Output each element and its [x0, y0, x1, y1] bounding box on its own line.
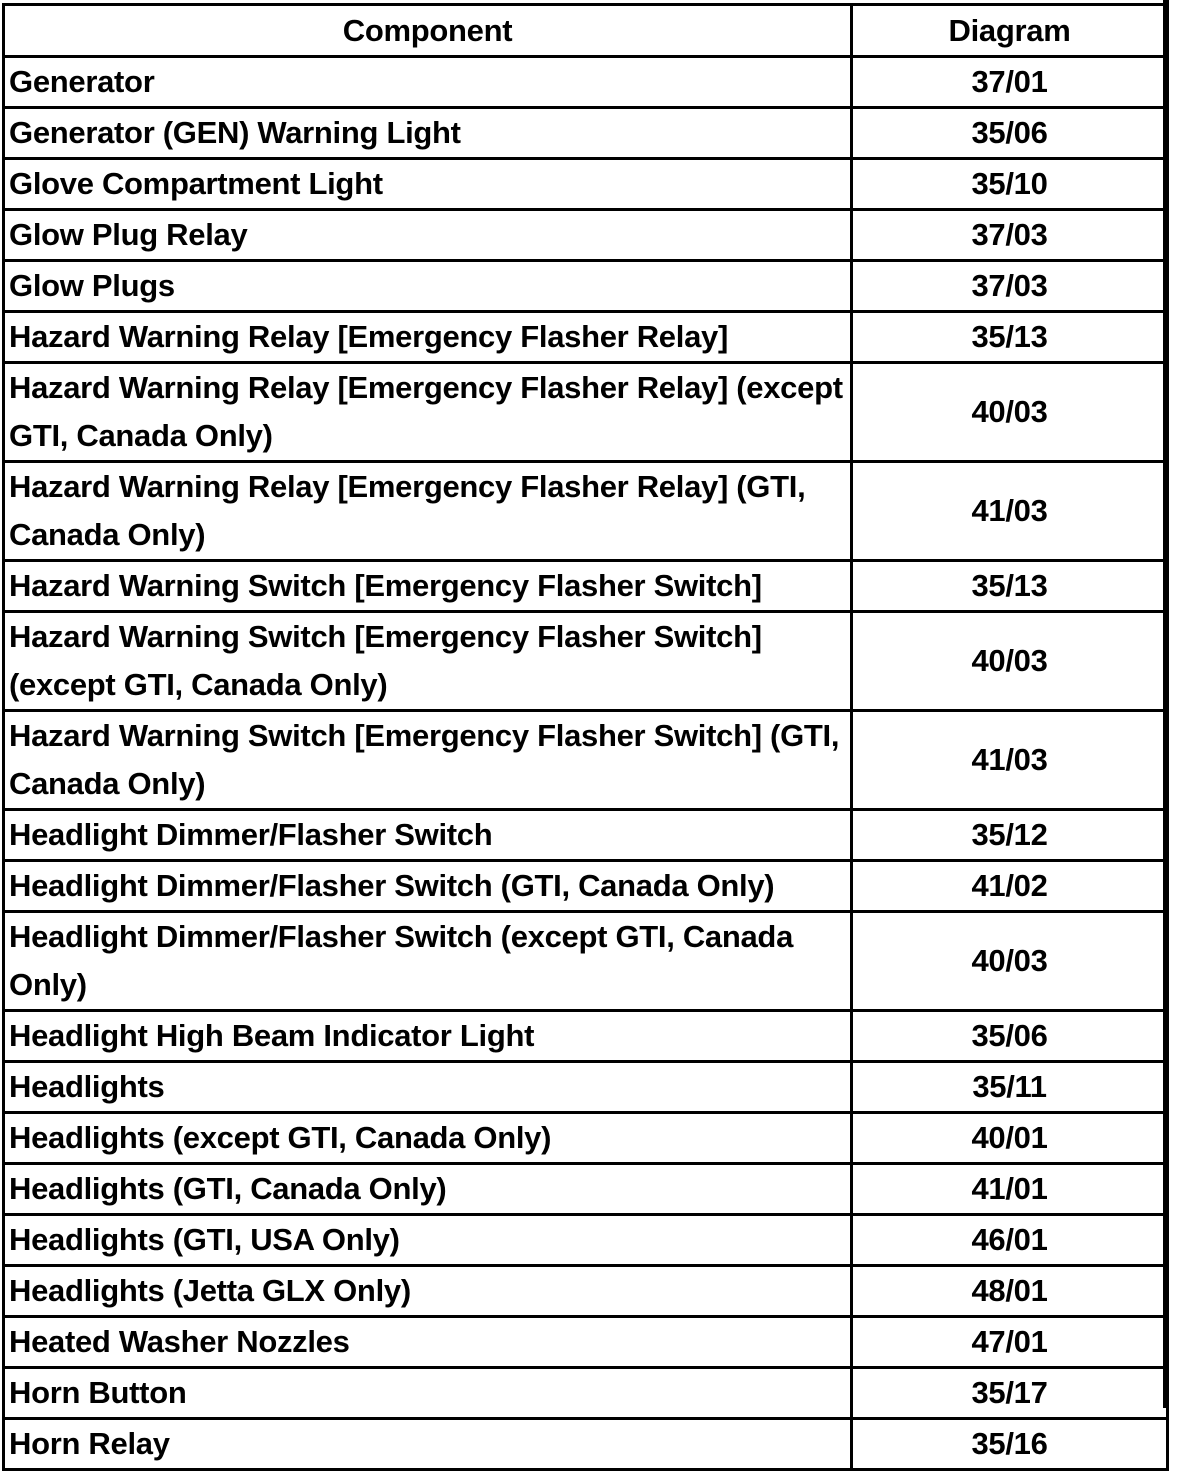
component-cell: Glow Plug Relay [4, 210, 852, 261]
diagram-cell: 35/11 [852, 1062, 1168, 1113]
table-row [4, 1215, 1168, 1266]
component-cell: Headlights (Jetta GLX Only) [4, 1266, 852, 1317]
table-row [4, 1164, 1168, 1215]
table-row [4, 210, 1168, 261]
component-diagram-table [2, 3, 1169, 1471]
component-cell: Headlights (GTI, USA Only) [4, 1215, 852, 1266]
diagram-cell: 35/13 [852, 312, 1168, 363]
component-cell: Headlight Dimmer/Flasher Switch (GTI, Canada Only) [4, 861, 852, 912]
component-cell: Hazard Warning Switch [Emergency Flasher Switch] [4, 561, 852, 612]
table-row [4, 363, 1168, 462]
component-cell: Hazard Warning Switch [Emergency Flasher Switch] (GTI, Canada Only) [4, 711, 852, 810]
table-body [4, 57, 1168, 1470]
table-row [4, 561, 1168, 612]
diagram-cell: 35/12 [852, 810, 1168, 861]
component-cell: Headlights [4, 1062, 852, 1113]
component-cell: Horn Relay [4, 1419, 852, 1470]
component-cell: Heated Washer Nozzles [4, 1317, 852, 1368]
diagram-cell: 37/03 [852, 210, 1168, 261]
component-cell: Hazard Warning Relay [Emergency Flasher Relay] (GTI, Canada Only) [4, 462, 852, 561]
component-cell: Hazard Warning Relay [Emergency Flasher Relay] [4, 312, 852, 363]
column-header-component: Component [4, 5, 852, 57]
table-row [4, 1419, 1168, 1470]
table-row [4, 57, 1168, 108]
diagram-cell: 35/16 [852, 1419, 1168, 1470]
diagram-cell: 41/01 [852, 1164, 1168, 1215]
component-cell: Glow Plugs [4, 261, 852, 312]
diagram-cell: 35/17 [852, 1368, 1168, 1419]
table-row [4, 1368, 1168, 1419]
diagram-cell: 35/10 [852, 159, 1168, 210]
table-row [4, 1062, 1168, 1113]
table-row [4, 1113, 1168, 1164]
component-cell: Headlight High Beam Indicator Light [4, 1011, 852, 1062]
diagram-cell: 40/03 [852, 612, 1168, 711]
component-cell: Generator [4, 57, 852, 108]
table-row [4, 1317, 1168, 1368]
column-header-diagram: Diagram [852, 5, 1168, 57]
page-edge-rule [1163, 0, 1169, 1408]
diagram-cell: 37/03 [852, 261, 1168, 312]
table-row [4, 612, 1168, 711]
diagram-cell: 41/03 [852, 462, 1168, 561]
table-row [4, 711, 1168, 810]
component-cell: Headlight Dimmer/Flasher Switch [4, 810, 852, 861]
component-cell: Headlight Dimmer/Flasher Switch (except GTI, Canada Only) [4, 912, 852, 1011]
component-cell: Generator (GEN) Warning Light [4, 108, 852, 159]
table-row [4, 1266, 1168, 1317]
diagram-cell: 40/03 [852, 912, 1168, 1011]
diagram-cell: 40/03 [852, 363, 1168, 462]
table-row [4, 462, 1168, 561]
diagram-cell: 48/01 [852, 1266, 1168, 1317]
table-row [4, 312, 1168, 363]
table-row [4, 159, 1168, 210]
header-row [4, 5, 1168, 57]
component-cell: Glove Compartment Light [4, 159, 852, 210]
diagram-cell: 35/06 [852, 108, 1168, 159]
table-row [4, 261, 1168, 312]
diagram-cell: 35/06 [852, 1011, 1168, 1062]
component-cell: Hazard Warning Relay [Emergency Flasher Relay] (except GTI, Canada Only) [4, 363, 852, 462]
diagram-cell: 47/01 [852, 1317, 1168, 1368]
table-row [4, 108, 1168, 159]
diagram-cell: 37/01 [852, 57, 1168, 108]
component-cell: Horn Button [4, 1368, 852, 1419]
component-cell: Hazard Warning Switch [Emergency Flasher Switch] (except GTI, Canada Only) [4, 612, 852, 711]
diagram-cell: 40/01 [852, 1113, 1168, 1164]
table-row [4, 912, 1168, 1011]
diagram-cell: 41/02 [852, 861, 1168, 912]
diagram-cell: 46/01 [852, 1215, 1168, 1266]
diagram-cell: 35/13 [852, 561, 1168, 612]
table-row [4, 810, 1168, 861]
table-row [4, 1011, 1168, 1062]
component-cell: Headlights (GTI, Canada Only) [4, 1164, 852, 1215]
component-cell: Headlights (except GTI, Canada Only) [4, 1113, 852, 1164]
table-row [4, 861, 1168, 912]
diagram-cell: 41/03 [852, 711, 1168, 810]
